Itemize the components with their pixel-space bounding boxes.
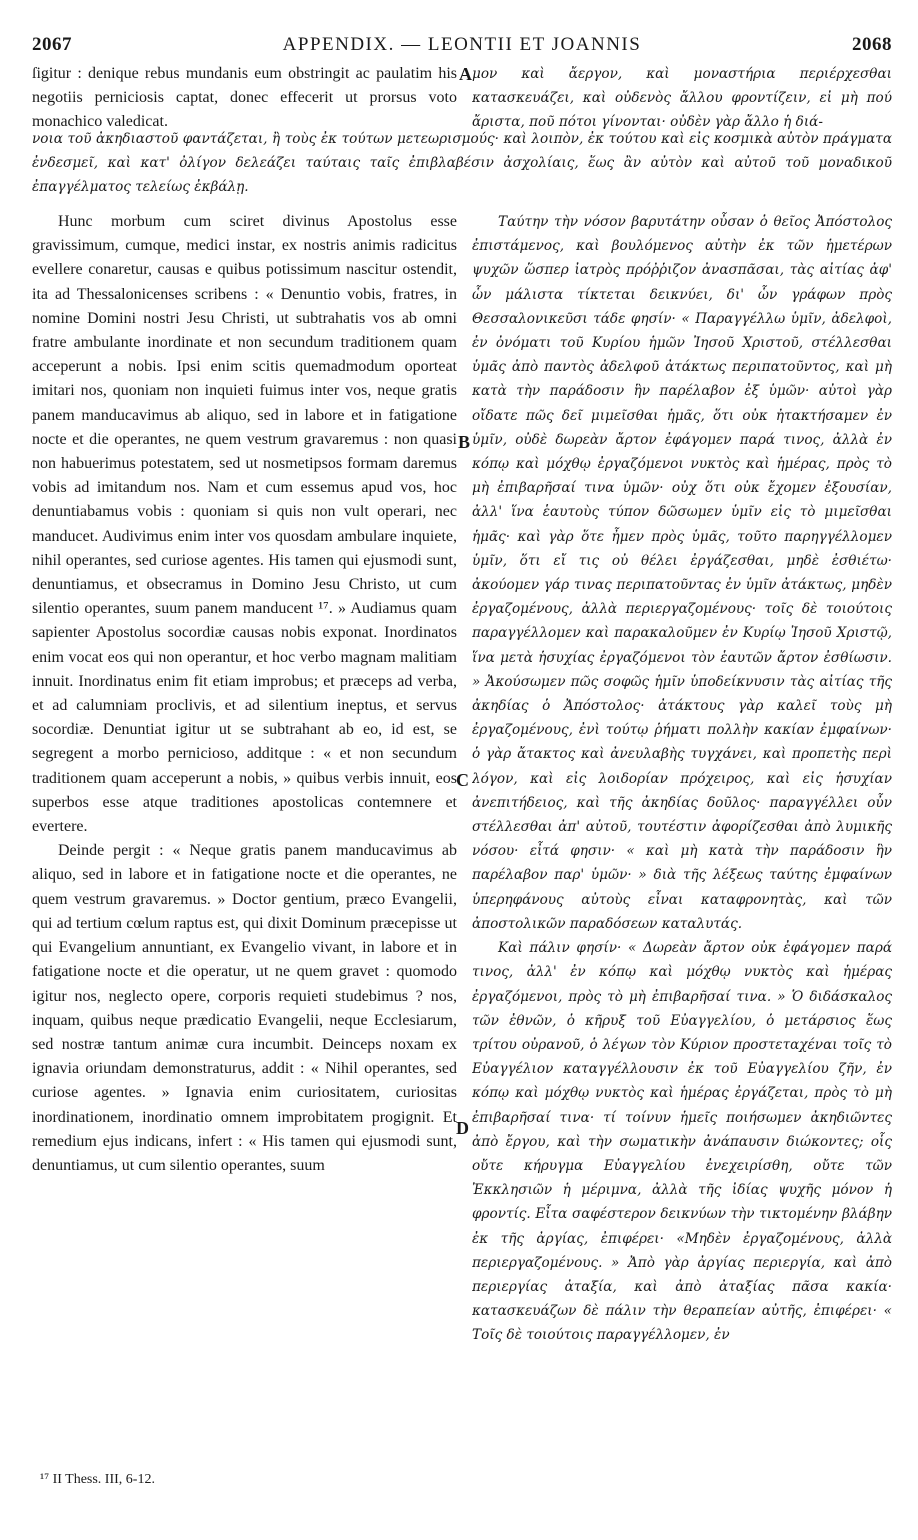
page-header: [32, 34, 892, 60]
greek-column: [472, 210, 892, 1450]
greek-paragraph: Καὶ πάλιν φησίν· « Δωρεὰν ἄρτον οὐκ ἐφάγομεν παρά τινος, ἀλλ' ἐν κόπῳ καὶ μόχθῳ νυκτὸς καὶ ἡμέρας ἐργαζόμενοι, πρὸς τὸ μὴ ἐπιβαρῆσαί τινα. » Ὁ διδάσκαλος τῶν ἐθνῶν, ὁ κῆρυξ τοῦ Εὐαγγελίου, ὁ μετάρσιος ἕως τρίτου οὐρανοῦ, ὁ λέγων τὸν Κύριον προστεταχέναι τοῖς τὸ Εὐαγγέλιον καταγγέλλουσιν ἐκ τοῦ Εὐαγγελίου ζῆν, ἐν κόπῳ καὶ μόχθῳ νυκτὸς καὶ ἡμέρας ἐργάζεται, πρὸς τὸ μὴ ἐπιβαρῆσαί τινα· τί τοίνυν ἡμεῖς ποιήσωμεν ἀκηδιῶντες ἀπὸ ἔργου, καὶ τὴν σωματικὴν ἀνάπαυσιν διώκοντες; οἷς οὔτε κήρυγμα Εὐαγγελίου ἐνεχειρίσθη, οὔτε τῶν Ἐκκλησιῶν ἡ μέριμνα, ἀλλὰ τῆς ἰδίας ψυχῆς μόνον ἡ φροντίς. Εἶτα σαφέστερον δεικνύων τὴν τικτομένην βλάβην ἐκ τῆς ἀργίας, ἐπιφέρει· «Μηδὲν ἐργαζομένους, ἀλλὰ περιεργαζομένους. » Ἀπὸ γὰρ ἀργίας περιεργία, καὶ ἀπὸ περιεργίας ἀταξία, καὶ ἀπὸ ἀταξίας πᾶσα κακία· κατασκευάζων δὲ πάλιν τὴν θεραπείαν αὐτῆς, ἐπιφέρει· « Τοῖς δὲ τοιούτοις παραγγέλλομεν, ἐν: [472, 940, 892, 1344]
latin-paragraph: Deinde pergit : « Neque gratis panem manducavimus ab aliquo, sed in labore et in fatigatione nocte et die operantes, ne quem vestrum gravaremus. » Doctor gentium, præco Evangelii, qui ad tertium cœlum raptus est, qui dixit Dominum præcepisse ut qui Evangelium annuntiant, ex Evangelio vivant, in labore et in fatigatione nocte et die operatur, ut ne quem gravet : quomodo igitur nos, neglecto opere, corporis requieti studebimus ? nos, inquam, quibus neque prædicatio Evangelii, neque Ecclesiarum, sed nostræ tantum animæ cura incumbit. Deinceps noxam ex ignavia oriundam demonstraturus, addit : « Nihil operantes, sed curiose agentes. » Ignavia enim curiositatem, curiositas inordinationem, inordinatio omnem improbitatem progignit. Et remedium ejus indicans, infert : « His tamen qui ejusmodi sunt, denuntiamus, ut cum silentio operantes, suum: [32, 842, 457, 1174]
margin-letter-c: C: [456, 770, 469, 790]
full-width-greek-text: νοια τοῦ ἀκηδιαστοῦ φαντάζεται, ἢ τοὺς ἐκ τούτων μετεωρισμούς· καὶ λοιπὸν, ἐκ τούτου καὶ εἰς κοσμικὰ αὐτὸν πράγματα ἐνδεσμεῖ, καὶ κατ' ὀλίγον δελεάζει ταύταις ταῖς ἐπιβλαβέσιν ἀσχολίαις, ἕως ἂν αὐτὸν καὶ αὐτοῦ τοῦ μοναδικοῦ ἐπαγγέλματος τελείως ἐκβάλῃ.: [32, 131, 892, 196]
right-column-number: 2068: [852, 34, 892, 55]
latin-paragraph: Hunc morbum cum sciret divinus Apostolus esse gravissimum, cumque, medici instar, ex nostris animis radicitus evellere conaretur, causas e quibus potissimum nascitur ostendit, ita ad Thessalonicenses scribens : « Denuntio vobis, fratres, in nomine Domini nostri Jesu Christi, ut subtrahatis vos ab omni fratre ambulante inordinate et non secundum traditionem quam acceperunt a nobis. Ipsi enim scitis quemadmodum oporteat imitari nos, quoniam non inquieti fuimus inter vos, neque gratis panem manducavimus ab aliquo, sed in labore et in fatigatione nocte et die operantes, ne quem vestrum gravaremus : non quasi non habuerimus potestatem, sed ut nosmetipsos formam daremus vobis ad imitandum nos. Nam et cum essemus apud vos, hoc denuntiabamus vobis : quoniam si quis non vult operari, nec manducet. Audivimus enim inter vos quosdam ambulare inquiete, nihil operantes, sed curiose agentes. His tamen qui ejusmodi sunt, denuntiamus, et obsecramus in Domino Jesu Christo, ut cum silentio operantes, suum panem manducent ¹⁷. » Audiamus quam sapienter Apostolus socordiæ causas nobis exponat. Inordinatos enim vocat eos qui non operantur, et hoc verbo magnam malitiam innuit. Inordinatus enim fit etiam improbus; et præceps ad verba, et ad calumniam proclivis, et ad silentium ineptus, et servus socordiæ. Denuntiat igitur ut se subtrahant ab eo, id est, se segregent a morbo pernicioso, additque : « et non secundum traditionem quam acceperunt a nobis, » quibus verbis innuit, eos superbos esse atque traditiones apostolicas contemnere et evertere.: [32, 213, 457, 836]
margin-letter-a: A: [459, 64, 472, 84]
top-greek-block: [472, 62, 892, 130]
footnote: ¹⁷ II Thess. III, 6-12.: [40, 1472, 155, 1487]
margin-letter-d: D: [456, 1118, 469, 1138]
top-latin-text: ſigitur : denique rebus mundanis eum obstringit ac paulatim his negotiis perniciosis captat, donec effecerit ut prorsus voto monachico valedicat.: [32, 65, 457, 130]
latin-column: [32, 210, 457, 1450]
running-title: APPENDIX. — LEONTII ET JOANNIS: [282, 34, 642, 55]
left-column-number: 2067: [32, 34, 72, 55]
margin-letter-b: B: [458, 432, 471, 452]
top-greek-text: μον καὶ ἄεργον, καὶ μοναστήρια περιέρχεσθαι κατασκευάζει, καὶ οὐδενὸς ἄλλου φροντίζειν, εἰ μὴ πού ἄριστα, ποῦ πότοι γίνονται· οὐδὲν γὰρ ἄλλο ἡ διά-: [472, 66, 892, 130]
top-latin-block: [32, 62, 457, 130]
greek-paragraph: Ταύτην τὴν νόσον βαρυτάτην οὖσαν ὁ θεῖος Ἀπόστολος ἐπιστάμενος, καὶ βουλόμενος αὐτὴν ἐκ τῶν ἡμετέρων ψυχῶν ὥσπερ ἰατρὸς πρόῤῥιζον ἀνασπᾶσαι, τὰς αἰτίας ἀφ' ὧν μάλιστα τίκτεται δεικνύει, δι' ὧν γράφων πρὸς Θεσσαλονικεῦσι τάδε φησίν· « Παραγγέλλω ὑμῖν, ἀδελφοὶ, ἐν ὀνόματι τοῦ Κυρίου ἡμῶν Ἰησοῦ Χριστοῦ, στέλλεσθαι ὑμᾶς ἀπὸ παντὸς ἀδελφοῦ ἀτάκτως περιπατοῦντος, καὶ μὴ κατὰ τὴν παράδοσιν ἣν παρέλαβον ἐξ ὑμῶν· αὐτοὶ γὰρ οἴδατε πῶς δεῖ μιμεῖσθαι ἡμᾶς, ὅτι οὐκ ἠτακτήσαμεν ἐν ὑμῖν, οὐδὲ δωρεὰν ἄρτον ἐφάγομεν παρά τινος, ἀλλὰ ἐν κόπῳ καὶ μόχθῳ ἐργαζόμενοι νυκτὸς καὶ ἡμέρας, πρὸς τὸ μὴ ἐπιβαρῆσαί τινα ὑμῶν· οὐχ ὅτι οὐκ ἔχομεν ἐξουσίαν, ἀλλ' ἵνα ἑαυτοὺς τύπον δῶσωμεν ὑμῖν εἰς τὸ μιμεῖσθαι ἡμᾶς· καὶ γὰρ ὅτε ἦμεν πρὸς ὑμᾶς, τοῦτο παρηγγέλλομεν ὑμῖν, ὅτι εἴ τις οὐ θέλει ἐργάζεσθαι, μηδὲ ἐσθιέτω· ἀκούομεν γάρ τινας περιπατοῦντας ἐν ὑμῖν ἀτάκτως, μηδὲν ἐργαζομένους, ἀλλὰ περιεργαζομένους· τοῖς δὲ τοιούτοις παραγγέλλομεν καὶ παρακαλοῦμεν ἐν Κυρίῳ Ἰησοῦ Χριστῷ, ἵνα μετὰ ἡσυχίας ἐργαζόμενοι τὸν ἑαυτῶν ἄρτον ἐσθίωσιν. » Ἀκούσωμεν πῶς σοφῶς ἡμῖν ὑποδείκνυσιν τὰς αἰτίας τῆς ἀκηδίας ὁ Ἀπόστολος· ἀτάκτους γὰρ καλεῖ τοὺς μὴ ἐργαζομένους, ἐνὶ τούτῳ ῥήματι πολλὴν κακίαν ἐμφαίνων· ὁ γὰρ ἄτακτος καὶ ἀνευλαβὴς τυγχάνει, καὶ προπετὴς περὶ λόγον, καὶ εἰς λοιδορίαν πρόχειρος, καὶ εἰς ἡσυχίαν ἀνεπιτήδειος, καὶ τῆς ἀκηδίας δοῦλος· παραγγέλλει οὖν στέλλεσθαι ἀπ' αὐτοῦ, τουτέστιν ἀφορίζεσθαι ἀπὸ λυμικῆς νόσου· εἶτά φησιν· « καὶ μὴ κατὰ τὴν παράδοσιν ἣν παρέλαβον παρ' ὑμῶν· » διὰ τῆς λέξεως ταύτης ἐμφαίνων ὑπερηφάνους αὐτοὺς εἶναι καταφρονητὰς, καὶ τῶν ἀποστολικῶν παραδόσεων καταλυτάς.: [472, 214, 892, 932]
full-width-greek: [32, 127, 892, 201]
